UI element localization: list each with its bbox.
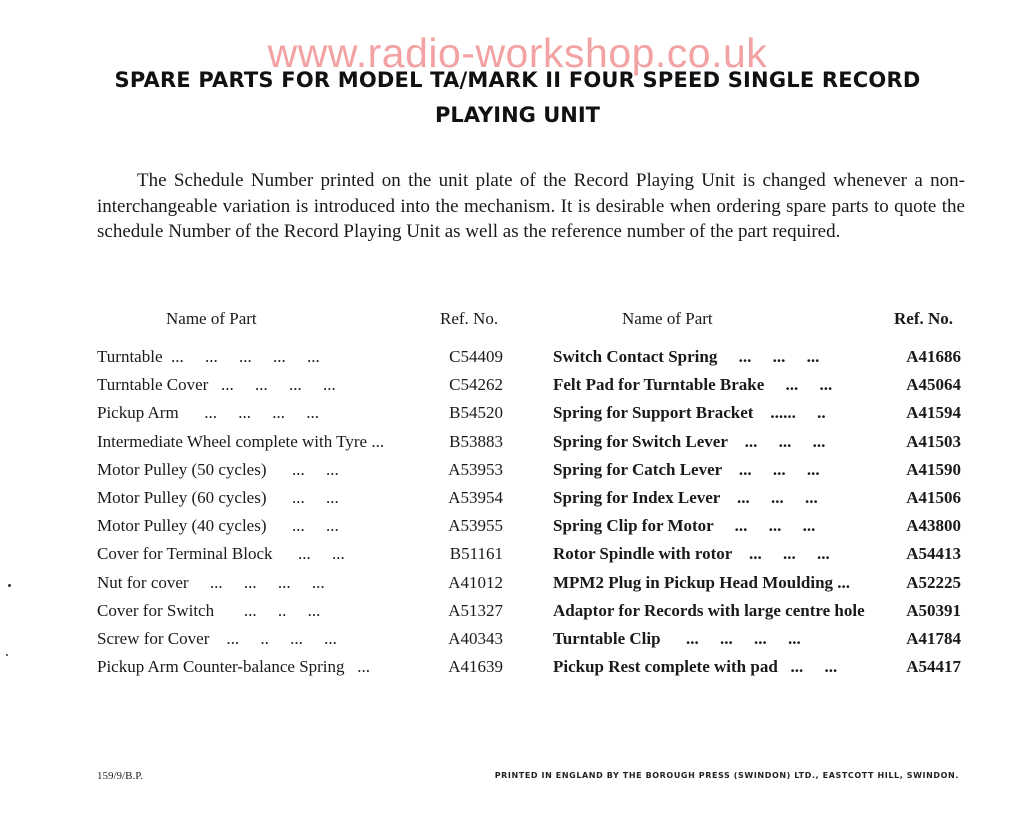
part-name: Turntable Clip ... ... ... ... [553, 628, 801, 648]
part-name: Spring Clip for Motor ... ... ... [553, 516, 816, 536]
part-ref: B53883 [449, 431, 503, 451]
part-name: Pickup Arm Counter-balance Spring ... [97, 657, 371, 677]
part-row [97, 512, 507, 540]
part-name: Cover for Switch ... .. ... [97, 600, 321, 620]
part-ref: A41639 [448, 657, 503, 677]
part-name: Screw for Cover ... .. ... ... [97, 628, 337, 648]
part-name: Motor Pulley (60 cycles) ... ... [97, 487, 339, 507]
part-row [97, 343, 507, 371]
scan-speck [8, 584, 11, 587]
part-ref: A54413 [906, 544, 961, 564]
right-name-header: Name of Part [622, 309, 713, 328]
part-row [553, 399, 963, 427]
part-row [553, 428, 963, 456]
footer-print-code: 159/9/B.P. [97, 770, 143, 782]
part-row [553, 653, 963, 681]
part-row [97, 428, 507, 456]
part-row [553, 484, 963, 512]
part-ref: A41012 [448, 572, 503, 592]
part-ref: A53954 [448, 487, 503, 507]
part-ref: A41503 [906, 431, 961, 451]
part-ref: C54262 [449, 375, 503, 395]
part-row [553, 597, 963, 625]
part-row [553, 512, 963, 540]
part-ref: A41686 [906, 347, 961, 366]
part-row [553, 371, 963, 399]
page-title-line-1: SPARE PARTS FOR MODEL TA/MARK II FOUR SPEED SINGLE RECORD [114, 68, 921, 92]
parts-list-left [97, 343, 507, 681]
part-name: Motor Pulley (40 cycles) ... ... [97, 516, 339, 536]
part-row [97, 653, 507, 681]
part-row [97, 625, 507, 653]
part-ref: A41594 [906, 403, 961, 423]
left-ref-header: Ref. No. [440, 309, 499, 328]
part-name: Turntable Cover ... ... ... ... [97, 375, 336, 395]
part-name: Intermediate Wheel complete with Tyre ... [97, 431, 385, 451]
part-ref: A50391 [906, 600, 961, 620]
part-name: Spring for Switch Lever ... ... ... [553, 431, 826, 451]
part-row [97, 569, 507, 597]
left-name-header: Name of Part [166, 309, 257, 328]
intro-paragraph: The Schedule Number printed on the unit plate of the Record Playing Unit is changed whenever a non-interchangeable variation is introduced into the mechanism. It is desirable when ordering spare parts to quote the schedule Number of the Record Playing Unit as well as the reference number of the part required. [97, 170, 965, 242]
part-name: Pickup Rest complete with pad ... ... [553, 657, 838, 677]
part-ref: A43800 [906, 516, 961, 536]
watermark: www.radio-workshop.co.uk [267, 30, 768, 76]
part-ref: A41506 [906, 487, 961, 507]
part-name: Pickup Arm ... ... ... ... [97, 403, 319, 423]
part-row [97, 371, 507, 399]
part-name: MPM2 Plug in Pickup Head Moulding ... [553, 572, 851, 592]
part-row [97, 399, 507, 427]
part-ref: A54417 [906, 657, 961, 677]
part-ref: A40343 [448, 628, 503, 648]
part-row [97, 484, 507, 512]
part-ref: C54409 [449, 347, 503, 366]
part-name: Felt Pad for Turntable Brake ... ... [553, 375, 833, 395]
part-ref: A45064 [906, 375, 961, 395]
part-row [97, 540, 507, 568]
part-name: Spring for Catch Lever ... ... ... [553, 459, 820, 479]
part-name: Switch Contact Spring ... ... ... [553, 347, 820, 366]
page-title-line-2: PLAYING UNIT [435, 103, 600, 127]
part-ref: A53955 [448, 516, 503, 536]
footer-printer-credit: PRINTED IN ENGLAND BY THE BOROUGH PRESS (SWINDON) LTD., EASTCOTT HILL, SWINDON. [494, 771, 959, 780]
part-name: Cover for Terminal Block ... ... [97, 544, 345, 564]
part-ref: A41590 [906, 459, 961, 479]
part-name: Turntable ... ... ... ... ... [97, 347, 320, 366]
part-name: Adaptor for Records with large centre hole [553, 600, 865, 620]
part-ref: A51327 [448, 600, 503, 620]
part-ref: A41784 [906, 628, 961, 648]
part-name: Nut for cover ... ... ... ... [97, 572, 325, 592]
part-row [553, 343, 963, 371]
part-row [553, 625, 963, 653]
parts-list-right [553, 343, 963, 681]
right-ref-header: Ref. No. [894, 309, 954, 328]
part-row [97, 456, 507, 484]
part-ref: B51161 [449, 544, 503, 564]
part-name: Spring for Index Lever ... ... ... [553, 487, 818, 507]
part-row [97, 597, 507, 625]
part-name: Motor Pulley (50 cycles) ... ... [97, 459, 339, 479]
part-row [553, 456, 963, 484]
scan-speck [6, 654, 8, 656]
part-ref: A53953 [448, 459, 503, 479]
part-ref: A52225 [906, 572, 961, 592]
part-name: Spring for Support Bracket ...... .. [553, 403, 826, 423]
part-row [553, 540, 963, 568]
part-ref: B54520 [449, 403, 503, 423]
part-row [553, 569, 963, 597]
part-name: Rotor Spindle with rotor ... ... ... [553, 544, 830, 564]
